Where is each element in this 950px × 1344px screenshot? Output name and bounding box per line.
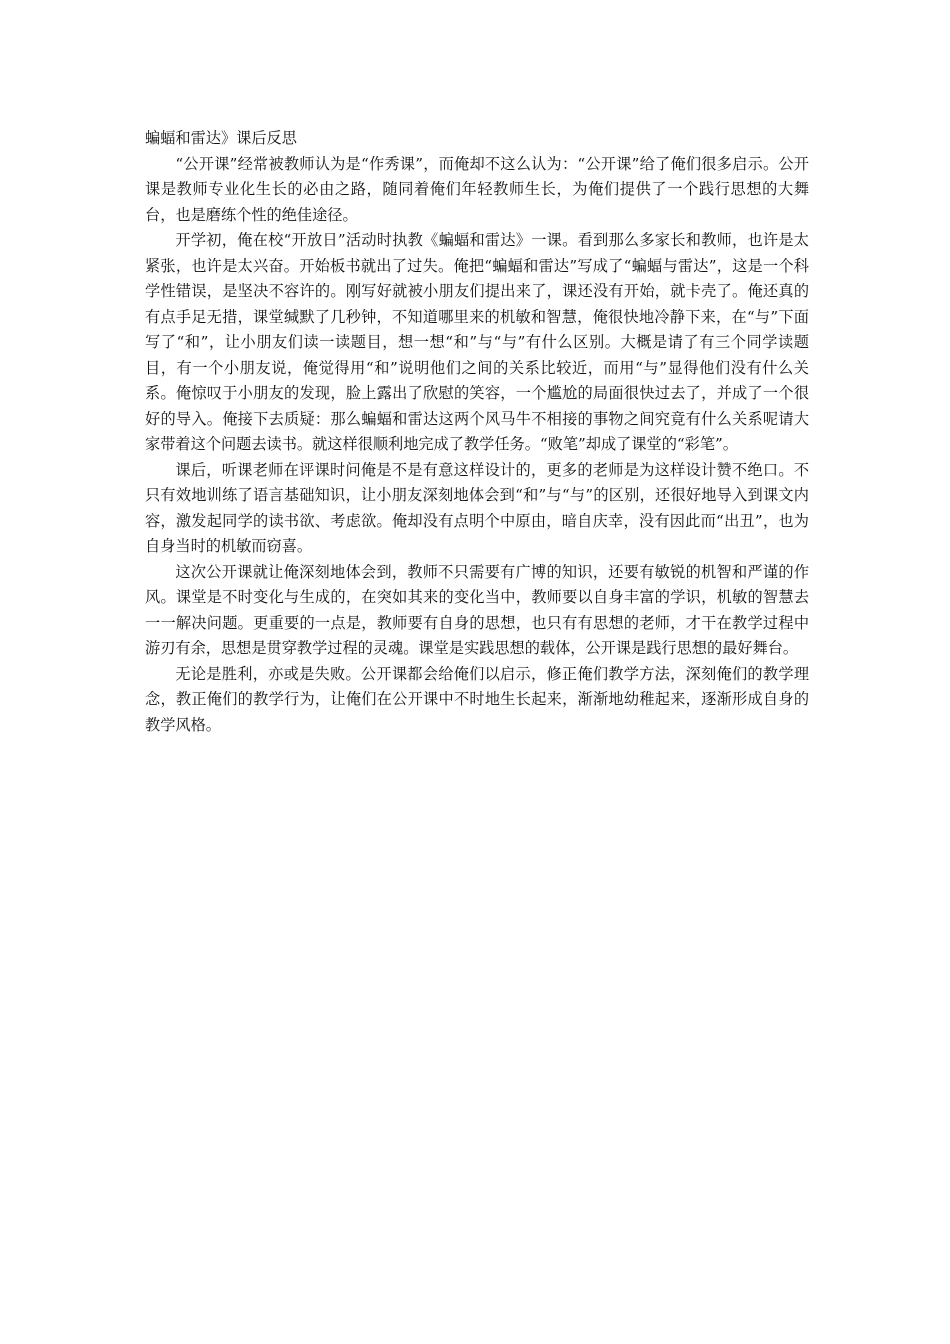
document-page	[145, 126, 809, 738]
paragraph-1: “公开课”经常被教师认为是“作秀课”，而俺却不这么认为：“公开课”给了俺们很多启示。公开课是教师专业化生长的必由之路，随同着俺们年轻教师生长，为俺们提供了一个践行思想的大舞台，也是磨练个性的绝佳途径。	[145, 154, 809, 224]
paragraph-2: 开学初，俺在校“开放日”活动时执教《蝙蝠和雷达》一课。看到那么多家长和教师，也许是太紧张，也许是太兴奋。开始板书就出了过失。俺把“蝙蝠和雷达”写成了“蝙蝠与雷达”，这是一个科学性错误，是坚决不容许的。刚写好就被小朋友们提出来了，课还没有开始，就卡壳了。俺还真的有点手足无措，课堂缄默了几秒钟，不知道哪里来的机敏和智慧，俺很快地冷静下来，在“与”下面写了“和”，让小朋友们读一读题目，想一想“和”与“与”有什么区别。大概是请了有三个同学读题目，有一个小朋友说，俺觉得用“和”说明他们之间的关系比较近，而用“与”显得他们没有什么关系。俺惊叹于小朋友的发现，脸上露出了欣慰的笑容，一个尴尬的局面很快过去了，并成了一个很好的导入。俺接下去质疑：那么蝙蝠和雷达这两个风马牛不相接的事物之间究竟有什么关系呢请大家带着这个问题去读书。就这样很顺利地完成了教学任务。“败笔”却成了课堂的“彩笔”。	[145, 231, 809, 453]
paragraph-4: 这次公开课就让俺深刻地体会到，教师不只需要有广博的知识，还要有敏锐的机智和严谨的作风。课堂是不时变化与生成的，在突如其来的变化当中，教师要以自身丰富的学识，机敏的智慧去一一解决问题。更重要的一点是，教师要有自身的思想，也只有有思想的老师，才干在教学过程中游刃有余，思想是贯穿教学过程的灵魂。课堂是实践思想的载体，公开课是践行思想的最好舞台。	[145, 562, 809, 657]
paragraph-3: 课后，听课老师在评课时问俺是不是有意这样设计的，更多的老师是为这样设计赞不绝口。不只有效地训练了语言基础知识，让小朋友深刻地体会到“和”与“与”的区别，还很好地导入到课文内容，激发起同学的读书欲、考虑欲。俺却没有点明个中原由，暗自庆幸，没有因此而“出丑”，也为自身当时的机敏而窃喜。	[145, 460, 809, 555]
document-title: 蝙蝠和雷达》课后反思	[145, 129, 297, 147]
paragraph-5: 无论是胜利，亦或是失败。公开课都会给俺们以启示，修正俺们教学方法，深刻俺们的教学理念，教正俺们的教学行为，让俺们在公开课中不时地生长起来，渐渐地幼稚起来，逐渐形成自身的教学风格。	[145, 664, 809, 734]
